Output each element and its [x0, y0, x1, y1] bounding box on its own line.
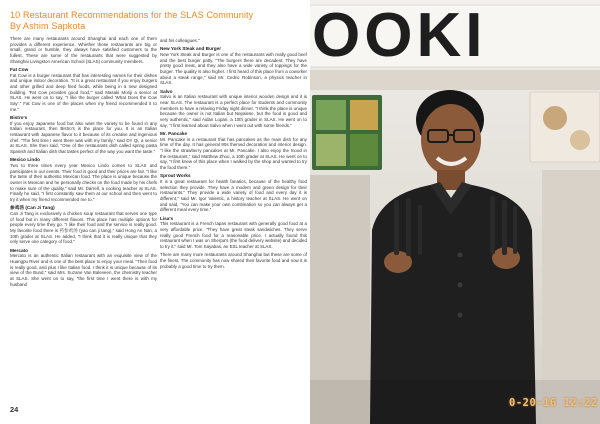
photo-timestamp: 0-20-16 12:22 [509, 397, 598, 409]
body-paragraph: Mercato is an authentic Italian restaurant with an exquisite view of the Huangpu River and is one of the best place to enjoy your meal. "Their food is really good, and plus I like Italian food. I think it is unique because of its view of the Bund," said Mrs. Suzane Van Baleveen, the chemistry teacher at SLAS. She went on to say, "the first time I went there is with my husband [10, 253, 157, 287]
restaurant-heading: Lisa's [160, 215, 174, 221]
body-paragraph: Can Ji Tang is exclusively a chicken soup restaurant that serves one type of food but in many different flavors. This place has multiple options for people every time they go. "I like their food and the service is really good. My favorite food there is 药参鸡汤 (yao can ji tang)," said Hong An Nan, a 10th grader at SLAS. He added, "I think that it is really unique that they only serve one category of food." [10, 210, 157, 245]
chef-photo [310, 0, 600, 424]
body-paragraph: It is a great restaurant for health fanatics, because of the healthy food selection they provide. They have a modern and green design for their restaurants." They provide a wide variety of food and every day it is different," said Mr. Igor Valentic, a history teacher at SLAS. He went on and said, "You can make your own combination so you can always get a different meal every time." [160, 179, 307, 213]
chef-photo-illustration [310, 0, 600, 424]
restaurant-heading: Mercato [10, 247, 28, 253]
body-paragraph: If you enjoy Japanese food but also want the variety to be found in any Italian restaurant, then Bistro's is the place for you. It is an Italian restaurant with Japanese flavor to it because of its creative and ingenious chef. "The first time I went there was with my family," said DY Qi, a senior at SLAS. She then said, "One of the restaurants dish called spring pasta Spanish and Italian dish that tastes perfect of the way you want the taste." [10, 120, 157, 154]
restaurant-heading: Mr. Pancake [160, 130, 188, 136]
article-title [10, 10, 310, 31]
restaurant-heading: New York Steak and Burger [160, 46, 222, 52]
body-paragraph: and his colleagues." [160, 38, 200, 43]
right-text-column [160, 38, 307, 272]
body-paragraph: Salvo is an Italian restaurant with unique interior wooden design and it is near SLAS. The restaurant is a perfect place for students and community members to have a relaxing Friday night dinner. "I think the place is unique because the owner is not Italian but Nepalese, but the food is good and very authentic," said Aidan Lopari, a 10th grader in SLAS. He went on to say, "I first learned about Salvo when I went out with some friends." [160, 94, 307, 128]
article-byline: By Ashim Sapkota [10, 20, 86, 31]
page-number: 24 [10, 405, 19, 414]
left-text-column [10, 36, 157, 290]
body-paragraph: New York Steak and Burger is one of the restaurants with really good beef and the best burger patty. "The burgers there are decadent. They have pretty good meat, and they also have a wide variety of toppings for the burger. The quality is also higher. I first heard of this place from a coworker about a steak range," said Mr. Cedric Robinson, a physics teacher in SLAS. [160, 52, 307, 86]
article-headline: 10 Restaurant Recommendations for the SLAS Community [10, 10, 254, 20]
menu-picture-right [530, 92, 600, 162]
restaurant-heading: Fat Cow [10, 66, 29, 72]
kitchen-hood [310, 70, 600, 90]
body-paragraph: Fat Cow is a burger restaurant that has interesting names for their dishes and unique indoor decoration. "It is a great restaurant if you enjoy burgers and other grilled and deep fried foods, while being in a new designed building. 'Fat Cow provides good food,'" said Masaki Moriji a senior at SLAS. He went on to say, "I like the burger called 'What Does the Cow Say'." Fat Cow is one of the places when my friend recommended it to me." [10, 72, 157, 112]
body-paragraph: There are many restaurants around Shanghai and each one of them provides a different experience. Whether those restaurants are big or small, grand or humble, they always have satisfied customers to the fullest. These are some of the restaurants that were suggested by Shanghai Livingston American School (SLAS) community members. [10, 36, 157, 64]
body-paragraph: Two to three times every year Mexico Lindo comes to SLAS and participates in our events. Their food is good and their prices are fair. "I like the taste of their authentic Mexican food. The place is unique because the owner is Mexican and he personally checks on the food made by his chefs to make sure of the quality," said Mr. Darrell, a cooking teacher at SLAS. Finally he said, "I first constantly saw them at our school and then went to try it when my friend recommended me to." [10, 162, 157, 202]
body-paragraph: This restaurant is a French tapas restaurant with generally good food at a very affordable price. "They have great steak sandwiches. They serve really good French food for a reasonable price. I actually found this restaurant when I was on Sherpa's (the food delivery website) and decided to try it," said Mr. Tom Sayabas, an ESL teacher at SLAS. [160, 221, 307, 249]
sign-lettering: OOKI [312, 1, 487, 70]
restaurant-heading: Mexico Lindo [10, 157, 40, 163]
body-paragraph: Mr. Pancake is a restaurant that has pancakes as the main dish for any time of the day. It has general 90s themed decoration and interior design. "I like the strawberry pancakes at Mr. Pancake. I also enjoy the mood in the restaurant," said Matthew Zhou, a 10th grader at SLAS. He went on to say, "I first knew of this place when I walked by the shop and wanted to try the food there." [160, 136, 307, 170]
body-paragraph: There are many more restaurants around Shanghai but these are some of the finest. The community has now shared their favorite food and now it is probably a good time to try them. [160, 252, 307, 269]
restaurant-heading: Bistro's [10, 114, 28, 120]
restaurant-heading: Sprout Works [160, 173, 191, 179]
restaurant-heading: 参鸡汤 (Can Ji Tang) [10, 205, 55, 211]
restaurant-heading: Salvo [160, 88, 173, 94]
